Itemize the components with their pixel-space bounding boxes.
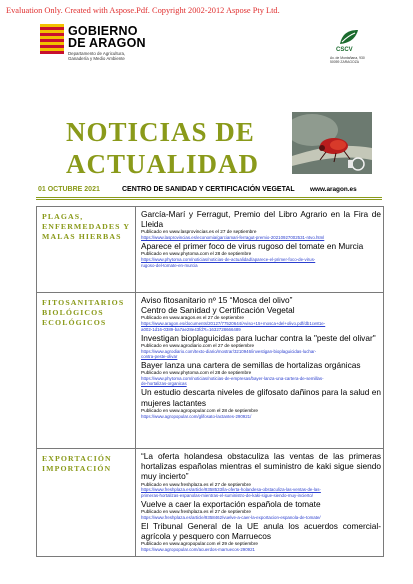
category-cell: EXPORTACIÓN IMPORTACIÓN [37,449,136,557]
news-link[interactable]: de-hortalizas-organicas [141,381,187,387]
insect-photo [292,112,372,174]
news-title[interactable]: Aviso fitosanitario nº 15 “Mosca del olivo” [141,295,293,305]
news-source: Publicado en www.phytoma.com el 28 de septiembre [141,370,252,376]
news-item [141,295,381,332]
news-item [141,209,381,241]
aragon-flag-icon [40,24,64,54]
news-title[interactable]: Aparece el primer foco de virus rugoso del tomate en Murcia [141,241,364,252]
news-list [141,451,381,553]
cscv-emblem-icon [338,28,360,46]
news-item [141,387,381,419]
news-item [141,499,381,520]
news-source: Publicado en www.phytoma.com el 28 de septiembre [141,251,252,257]
category-cell: FITOSANITARIOS BIOLÓGICOS ECOLÓGICOS [37,293,136,449]
news-title[interactable]: García-Marí y Ferragut, Premio del Libro Agrario en la Fira de [141,209,381,219]
news-title[interactable]: Centro de Sanidad y Certificación Vegetal [141,305,295,316]
department-name: Departamento de Agricultura, Ganadería y Medio Ambiente [68,51,126,61]
category-cell: PLAGAS, ENFERMEDADES Y MALAS HIERBAS [37,207,136,292]
website-link[interactable]: www.aragon.es [310,186,357,193]
news-title[interactable]: agrícola y pesquero con Marruecos [141,530,272,541]
news-link[interactable]: https://www.aragon.es/documents/20127/77520644/Aviso+15+mosca+del+olivo.pdf/db1ce81e- [141,321,326,327]
news-link[interactable]: primeras-hortalizas-espanolas-mientras-el-suministro-de-kaki-sigue-siendo-muy-incierto/ [141,492,314,498]
news-title[interactable]: Lleida [141,219,164,230]
cscv-label: CSCV [336,47,353,53]
news-title[interactable]: Bayer lanza una cartera de semillas de hortalizas orgánicas [141,360,361,371]
news-link[interactable]: rugoso-del-tomate-en-murcia [141,262,198,268]
news-link[interactable]: https://www.lasprovincias.es/economia/garciamari-ferragut-premio-20210927002531-ntvo.html [141,235,325,241]
evaluation-watermark: Evaluation Only. Created with Aspose.Pdf. Copyright 2002-2012 Aspose Pty Ltd. [6,6,280,15]
news-title[interactable]: El Tribunal General de la UE anula los acuerdos comercial- [141,520,381,531]
news-title[interactable]: Investigan bioplaguicidas para luchar contra la "peste del olivar" [141,332,376,343]
news-title[interactable]: Vuelve a caer la exportación española de tomate [141,498,321,509]
insect-photo-image [292,112,372,174]
news-item [141,360,381,387]
news-source: Publicado en www.agrodiario.com el 27 de septiembre [141,342,255,348]
news-title[interactable]: hortalizas españolas mientras el suministro de kaki sigue siendo [141,461,381,472]
news-source: Publicado en www.agropopular.com el 29 de septiembre [141,541,258,547]
news-source: Publicado en www.lasprovincias.es el 27 de septiembre [141,229,257,235]
news-link[interactable]: https://www.freshplaza.es/article/9358533/la-oferta-holandesa-obstaculiza-las-ventas-de-las- [141,487,321,493]
news-link[interactable]: https://www.agrodiario.com/texto-diario/mostrar/3210946/investigan-bioplaguicidas-luchar- [141,348,317,354]
center-name: CENTRO DE SANIDAD Y CERTIFICACIÓN VEGETAL [122,186,295,193]
news-title[interactable]: muy incierto” [141,471,189,482]
news-title[interactable]: Un estudio descarta niveles de glifosato dañinos para la salud en [141,387,381,398]
news-source: Publicado en www.freshplaza.es el 27 de septiembre [141,509,251,515]
news-item [141,451,381,498]
news-link[interactable]: https://www.phytoma.com/noticias/noticias-de-empresas/bayer-lanza-una-cartera-de-semillas- [141,375,324,381]
news-link[interactable]: https://www.agropopular.com/glifosato-lactantes-290921/ [141,413,252,419]
news-link[interactable]: https://www.phytoma.com/noticias/noticias-de-actualidad/aparece-el-primer-foco-de-virus- [141,257,316,263]
gobierno-aragon-logo [40,23,160,67]
section-row [37,448,383,557]
news-list [141,295,381,420]
news-link[interactable]: contra-peste-olivar [141,354,178,360]
news-table [36,206,384,557]
news-item [141,333,381,360]
date-bar [36,183,382,200]
news-title[interactable]: “La oferta holandesa obstaculiza las ventas de las primeras [141,451,381,461]
news-link[interactable]: https://www.agropopular.com/acuerdos-marruecos-290921 [141,546,255,552]
news-title[interactable]: mujeres lactantes [141,397,207,408]
issue-date: 01 OCTUBRE 2021 [38,186,100,193]
news-source: Publicado en www.freshplaza.es el 27 de septiembre [141,481,251,487]
section-row [37,292,383,449]
org-name-line2: DE ARAGON [68,36,146,50]
cscv-address: Av. de Montañana, 930 50059 ZARAGOZA [330,56,365,64]
section-row [37,207,383,292]
org-name-line1: GOBIERNO [68,24,138,38]
news-source: Publicado en www.aragon.es el 27 de septiembre [141,315,244,321]
news-list [141,209,381,269]
news-item [141,521,381,553]
news-source: Publicado en www.agropopular.com el 28 de septiembre [141,407,258,413]
news-link[interactable]: a002-1d16-0389-ba7ae28e43fd?t=1632728666489 [141,326,241,332]
news-item [141,241,381,268]
cscv-logo [326,28,386,74]
page-title: NOTICIAS DE ACTUALIDAD [66,117,260,179]
news-link[interactable]: https://www.freshplaza.es/article/9358462/vuelve-a-caer-la-exportacion-espanola-de-tomate/ [141,514,321,520]
